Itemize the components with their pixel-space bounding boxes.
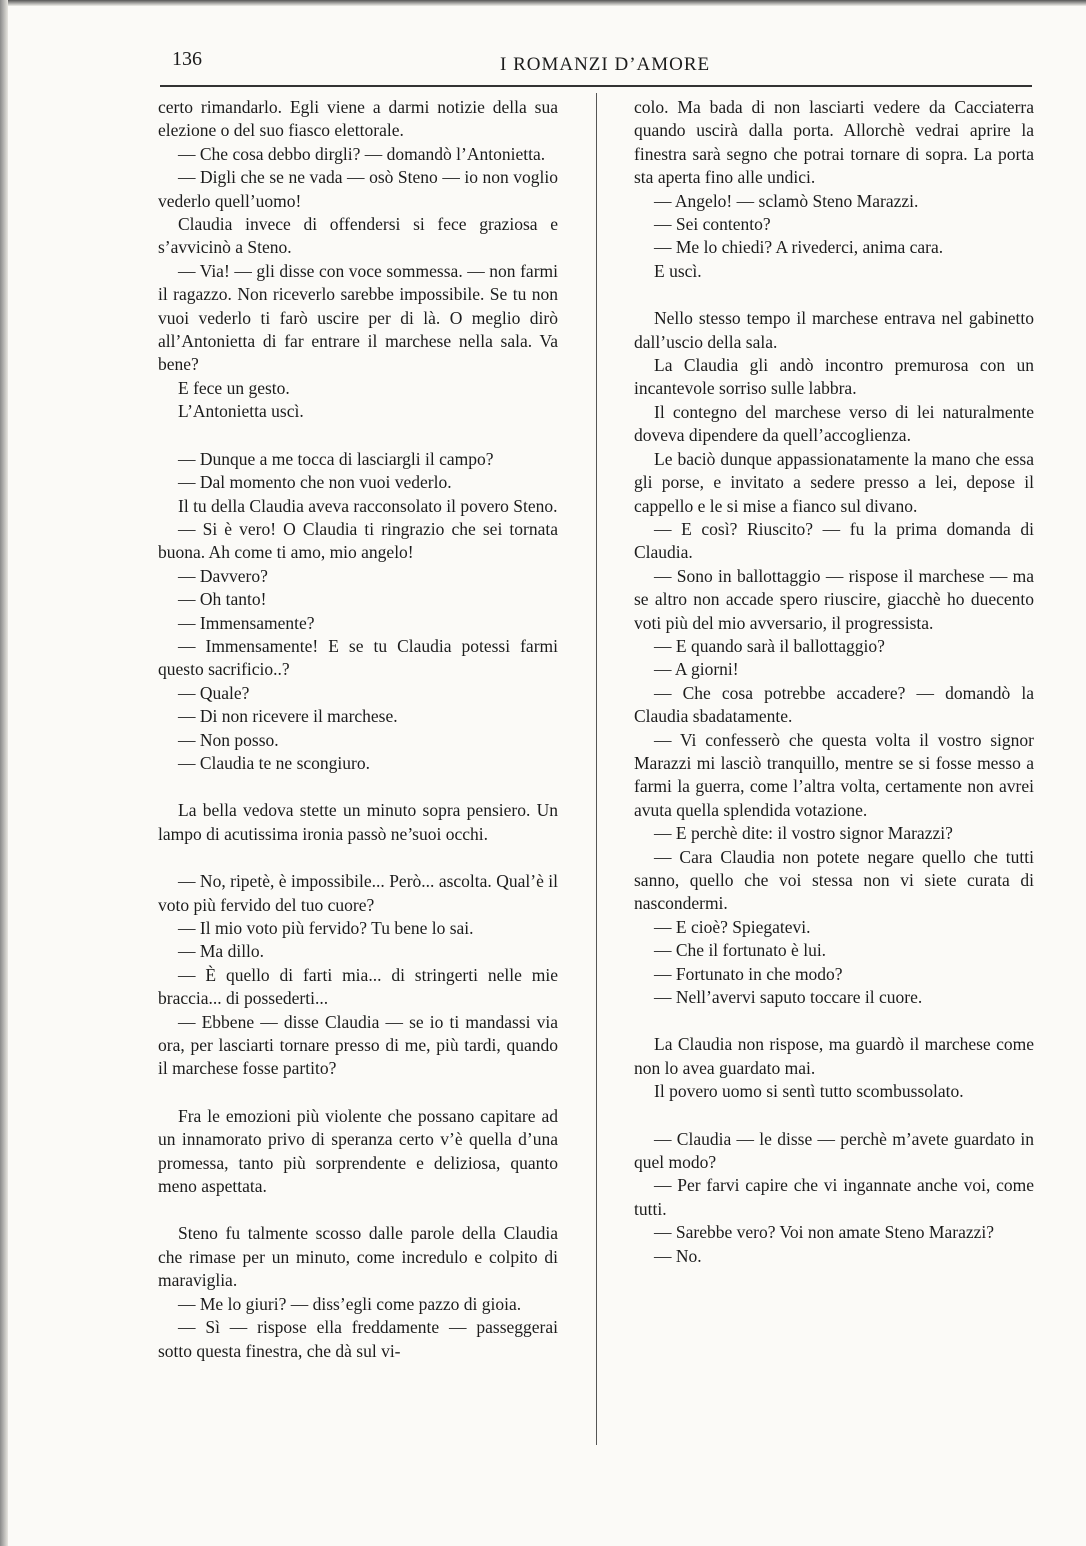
paragraph: — Dunque a me tocca di lasciargli il campo? bbox=[178, 448, 494, 469]
paragraph: — Di non ricevere il marchese. bbox=[178, 706, 398, 727]
paragraph: — E così? Riuscito? — fu la prima domanda di Claudia. bbox=[634, 518, 1034, 563]
paragraph: — Si è vero! O Claudia ti ringrazio che sei tornata buona. Ah come ti amo, mio angelo! bbox=[158, 518, 558, 563]
paragraph: — Oh tanto! bbox=[178, 589, 267, 610]
page-number: 136 bbox=[172, 48, 202, 70]
page-top-edge bbox=[0, 0, 1086, 6]
paragraph: — Che il fortunato è lui. bbox=[654, 940, 827, 961]
paragraph: Fra le emozioni più violente che possano capitare ad un innamorato privo di speranza certo v’è quella d’una promessa, tanto più sorprendente e deliziosa, quanto meno aspettata. bbox=[158, 1105, 558, 1197]
paragraph: — Dal momento che non vuoi vederlo. bbox=[178, 472, 452, 493]
paragraph: — Claudia te ne scongiuro. bbox=[178, 752, 370, 773]
paragraph: — Sì — rispose ella freddamente — passeggerai sotto questa finestra, che dà sul vi- bbox=[158, 1317, 558, 1361]
running-title: I ROMANZI D’AMORE bbox=[500, 54, 711, 75]
paragraph: — Sei contento? bbox=[654, 214, 771, 235]
paragraph: — Fortunato in che modo? bbox=[654, 963, 843, 984]
paragraph: — Non posso. bbox=[178, 729, 279, 750]
paragraph: — No. bbox=[654, 1245, 702, 1266]
paragraph: — Me lo chiedi? A rivederci, anima cara. bbox=[654, 237, 944, 258]
right-column bbox=[634, 96, 1034, 1268]
paragraph: — Per farvi capire che vi ingannate anche voi, come tutti. bbox=[634, 1175, 1034, 1219]
paragraph: — Claudia — le disse — perchè m’avete guardato in quel modo? bbox=[634, 1128, 1034, 1173]
paragraph: — Via! — gli disse con voce sommessa. — non farmi il ragazzo. Non riceverlo sarebbe impossibile. Se tu non vuoi vederlo ti farò uscire per di là. O meglio dirò all’Antonietta di far entrare il marchese nella sala. Va bene? bbox=[158, 260, 558, 375]
paragraph: — E quando sarà il ballottaggio? bbox=[654, 635, 885, 656]
paragraph: — Nell’avervi saputo toccare il cuore. bbox=[654, 987, 923, 1008]
paragraph: — Ma dillo. bbox=[178, 941, 265, 962]
paragraph: Il tu della Claudia aveva racconsolato il povero Steno. bbox=[178, 495, 558, 516]
paragraph: — No, ripetè, è impossibile... Però... ascolta. Qual’è il voto più fervido del tuo cuore? bbox=[158, 871, 558, 915]
paragraph: certo rimandarlo. Egli viene a darmi notizie della sua elezione o del suo fiasco elettorale. bbox=[158, 97, 558, 141]
paragraph: — Sono in ballottaggio — rispose il marchese — ma se altro non accade spero riuscire, giacchè ho duecento voti più del mio avversario, il progressista. bbox=[634, 565, 1034, 633]
paragraph: La Claudia non rispose, ma guardò il marchese come non lo avea guardato mai. bbox=[634, 1034, 1034, 1078]
paragraph: E fece un gesto. bbox=[178, 377, 290, 398]
section-break bbox=[158, 1198, 558, 1222]
section-break bbox=[158, 424, 558, 448]
paragraph: Claudia invece di offendersi si fece graziosa e s’avvicinò a Steno. bbox=[158, 214, 558, 258]
paragraph: — Immensamente! E se tu Claudia potessi farmi questo sacrificio..? bbox=[158, 635, 558, 680]
paragraph: — Il mio voto più fervido? Tu bene lo sai. bbox=[178, 918, 474, 938]
paragraph: L’Antonietta uscì. bbox=[178, 401, 304, 422]
page-left-edge bbox=[0, 0, 8, 1546]
paragraph: Il povero uomo si sentì tutto scombussolato. bbox=[654, 1081, 964, 1102]
paragraph: — Immensamente? bbox=[178, 612, 315, 633]
section-break bbox=[634, 1009, 1034, 1033]
paragraph: — Quale? bbox=[178, 682, 250, 703]
paragraph: Le baciò dunque appassionatamente la mano che essa gli porse, e invitato a sedere presso a lei, depose il cappello e le si mise a fianco sul divano. bbox=[634, 448, 1034, 516]
left-column bbox=[158, 96, 558, 1363]
section-break bbox=[158, 846, 558, 870]
paragraph: — A giorni! bbox=[654, 659, 739, 680]
section-break bbox=[158, 775, 558, 799]
paragraph: — Angelo! — sclamò Steno Marazzi. bbox=[654, 190, 919, 211]
paragraph: — Davvero? bbox=[178, 565, 268, 586]
section-break bbox=[634, 283, 1034, 307]
paragraph: — Cara Claudia non potete negare quello che tutti sanno, quello che voi stessa non vi siete curata di nascondermi. bbox=[634, 846, 1034, 914]
section-break bbox=[158, 1081, 558, 1105]
paragraph: E uscì. bbox=[654, 260, 702, 281]
paragraph: — E cioè? Spiegatevi. bbox=[654, 916, 811, 937]
paragraph: — Che cosa potrebbe accadere? — domandò la Claudia sbadatamente. bbox=[634, 682, 1034, 727]
paragraph: Il contegno del marchese verso di lei naturalmente doveva dipendere da quell’accoglienza. bbox=[634, 401, 1034, 446]
paragraph: colo. Ma bada di non lasciarti vedere da Cacciaterra quando uscirà dalla porta. Allorchè vedrai aprire la finestra sarà segno che potrai tornare di sopra. La porta sta aperta fino alle undici. bbox=[634, 97, 1034, 188]
paragraph: Nello stesso tempo il marchese entrava nel gabinetto dall’uscio della sala. bbox=[634, 308, 1034, 352]
paragraph: — Sarebbe vero? Voi non amate Steno Marazzi? bbox=[654, 1222, 995, 1243]
paragraph: La Claudia gli andò incontro premurosa con un incantevole sorriso sulle labbra. bbox=[634, 355, 1034, 399]
paragraph: — Vi confesserò che questa volta il vostro signor Marazzi mi lasciò tranquillo, mentre se si fosse messo a farmi la guerra, come l’altra volta, certamente non avrei avuta quella splendida votazione. bbox=[634, 729, 1034, 820]
column-divider bbox=[596, 93, 597, 1445]
paragraph: — Me lo giuri? — diss’egli come pazzo di gioia. bbox=[178, 1293, 522, 1314]
header-rule bbox=[160, 85, 1032, 87]
paragraph: — Che cosa debbo dirgli? — domandò l’Antonietta. bbox=[178, 143, 546, 164]
page-header bbox=[160, 44, 1032, 80]
section-break bbox=[634, 1104, 1034, 1128]
paragraph: — E perchè dite: il vostro signor Marazzi? bbox=[654, 823, 953, 844]
paragraph: — Ebbene — disse Claudia — se io ti mandassi via ora, per lasciarti tornare presso di me, più tardi, quando il marchese fosse partito? bbox=[158, 1011, 558, 1079]
paragraph: Steno fu talmente scosso dalle parole della Claudia che rimase per un minuto, come incredulo e colpito di maraviglia. bbox=[158, 1223, 558, 1291]
paragraph: — È quello di farti mia... di stringerti nelle mie braccia... di possederti... bbox=[158, 964, 558, 1009]
paragraph: La bella vedova stette un minuto sopra pensiero. Un lampo di acutissima ironia passò ne’suoi occhi. bbox=[158, 800, 558, 844]
paragraph: — Digli che se ne vada — osò Steno — io non voglio vederlo quell’uomo! bbox=[158, 167, 558, 211]
